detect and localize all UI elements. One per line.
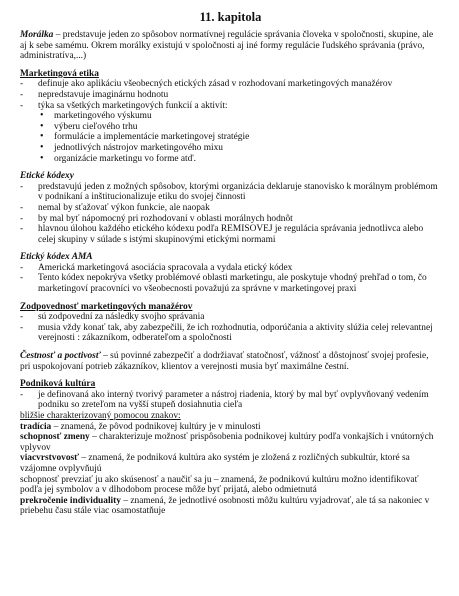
list-item: - Tento kódex nepokrýva všetky problémové oblasti marketingu, ale poskytuje vhodný prehľad o tom, čo marketingoví pracovníci vo všeobecnosti považujú za správne v marketingovej praxi: [20, 273, 441, 294]
viac-term: viacvrstvovosť: [20, 453, 80, 464]
kultura-list: [20, 390, 441, 411]
heading-eticke-kodexy: Etické kódexy: [20, 171, 74, 182]
cestnost-paragraph: [20, 351, 441, 372]
list-item: - sú zodpovední za následky svojho správania: [20, 312, 441, 323]
prekroc-term: prekročenie individuality: [20, 495, 121, 506]
heading-eticky-kodex-ama: Etický kódex AMA: [20, 252, 93, 263]
heading-podnikova-kultura: Podniková kultúra: [20, 379, 96, 390]
moralka-paragraph: [20, 30, 441, 62]
kultura-prevziat: schopnosť prevziať ju ako skúsenosť a naučiť sa ju – znamená, že podnikovú kultúru možno identifikovať podľa jej symbolov a v dlhodobom procese môže byť prijatá, alebo odmietnutá: [20, 474, 419, 496]
kultura-viacvrstvovost: [20, 453, 441, 474]
zmeny-term: schopnosť zmeny: [20, 432, 90, 443]
viac-text: – znamená, že podniková kultúra ako systém je zložená z rozličných subkultúr, ktoré sa vzájomne ovplyvňujú: [20, 453, 410, 474]
section-eticky-kodex-ama: [20, 252, 441, 294]
list-item: • jednotlivých nástrojov marketingového mixu: [40, 143, 441, 154]
cestnost-text: – sú povinné zabezpečiť a dodržiavať statočnosť, vážnosť a dôstojnosť svojej profesie, pri uspokojovaní potrieb zákazníkov, klientov a verejnosti musia byť maximálne čestní.: [20, 351, 429, 372]
tradicia-term: tradícia: [20, 421, 52, 432]
heading-zodpovednost: Zodpovednosť marketingových manažérov: [20, 301, 193, 312]
section-moralka: [20, 30, 441, 62]
section-zodpovednost: [20, 302, 441, 344]
list-item: • formulácie a implementácie marketingovej stratégie: [40, 132, 441, 143]
kodexy-list: [20, 182, 441, 246]
prekroc-text: – znamená, že jednotlivé osobnosti môžu kultúru vyjadrovať, ale tá sa nakoniec v priebehu času stále viac osamostatňuje: [20, 495, 430, 517]
etika-sublist: [20, 111, 441, 164]
zmeny-text: – charakterizuje možnosť prispôsobenia podnikovej kultúry podľa vonkajších i vnútorných vplyvov: [20, 432, 434, 453]
cestnost-term: Čestnosť a poctivosť: [20, 351, 101, 362]
kultura-schopnost-zmeny: [20, 432, 441, 453]
ama-list: [20, 263, 441, 295]
list-item: - týka sa všetkých marketingových funkcií a aktivít:: [20, 101, 441, 112]
section-podnikova-kultura: [20, 379, 441, 517]
list-item: - nepredstavuje imaginárnu hodnotu: [20, 90, 441, 101]
list-item: - predstavujú jeden z možných spôsobov, ktorými organizácia deklaruje stanovisko k morálnym problémom v podnikaní a inštitucionalizuje etiku do svojej činnosti: [20, 182, 441, 203]
list-item: • výberu cieľového trhu: [40, 122, 441, 133]
list-item: • organizácie marketingu vo forme atď.: [40, 154, 441, 165]
kultura-subheading: bližšie charakterizovaný pomocou znakov:: [20, 411, 181, 421]
list-item: - nemal by sťažovať výkon funkcie, ale naopak: [20, 203, 441, 214]
kultura-prekrocenie: [20, 496, 441, 517]
heading-marketingova-etika: Marketingová etika: [20, 68, 99, 79]
list-item: • marketingového výskumu: [40, 111, 441, 122]
tradicia-text: – znamená, že pôvod podnikovej kultúry je v minulosti: [51, 421, 261, 432]
kultura-tradicia: [20, 422, 441, 433]
moralka-term: Morálka: [20, 30, 54, 40]
list-item: - hlavnou úlohou každého etického kódexu podľa REMISOVEJ je regulácia správania jednotlivca alebo celej skupiny v súlade s istými skupinovými etickými normami: [20, 224, 441, 245]
zodpovednost-list: [20, 312, 441, 344]
list-item: - by mal byť nápomocný pri rozhodovaní v oblasti morálnych hodnôt: [20, 214, 441, 225]
list-item: - je definovaná ako interný tvorivý parameter a nástroj riadenia, ktorý by mal byť ovplyvňovaný vedením podniku so zreteľom na vyšší stupeň dosiahnutia cieľa: [20, 390, 441, 411]
section-cestnost: [20, 351, 441, 372]
moralka-text: – predstavuje jeden zo spôsobov normatívnej regulácie správania človeka v spoločnosti, skupine, ale aj k sebe samému. Okrem morálky existujú v spoločnosti aj iné formy regulácie ľudského správania (právo, administratíva,...): [20, 30, 434, 62]
list-item: - definuje ako aplikáciu všeobecných etických zásad v rozhodovaní marketingových manažérov: [20, 79, 441, 90]
section-marketingova-etika: [20, 69, 441, 164]
etika-list: [20, 79, 441, 111]
list-item: - Americká marketingová asociácia spracovala a vydala etický kódex: [20, 263, 441, 274]
page-title: 11. kapitola: [199, 10, 262, 24]
section-eticke-kodexy: [20, 171, 441, 245]
list-item: - musia vždy konať tak, aby zabezpečili, že ich rozhodnutia, odporúčania a aktivity slúžia celej relevantnej verejnosti : zákazníkom, odberateľom a spoločnosti: [20, 323, 441, 344]
